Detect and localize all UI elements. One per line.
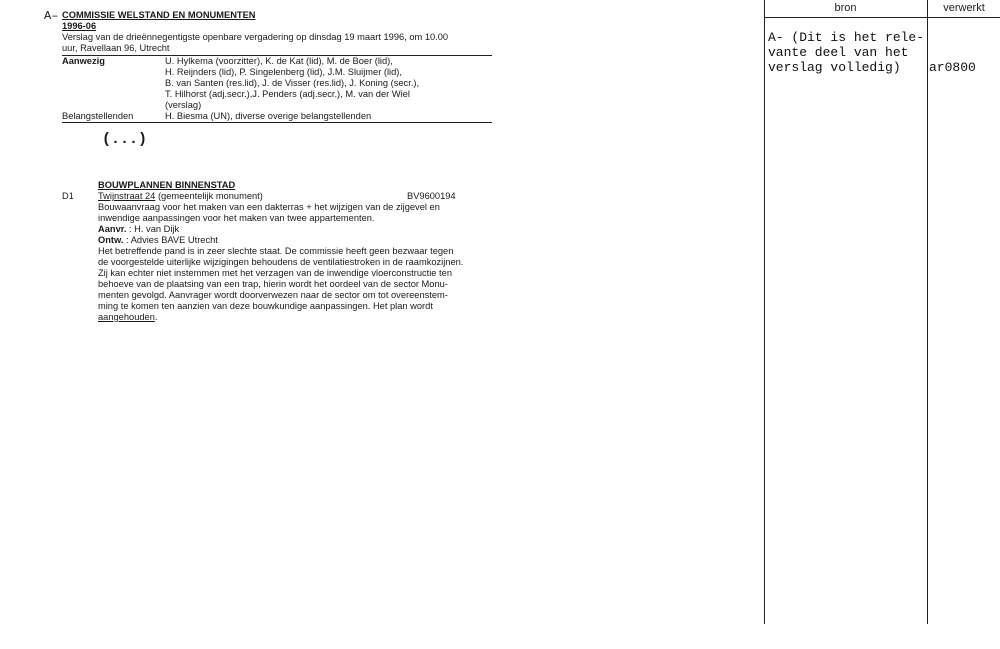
item-number: D1 [62, 191, 74, 201]
source-note-line: A- (Dit is het rele- [768, 30, 925, 45]
item-address-line [98, 191, 263, 202]
column-header-processed: verwerkt [943, 2, 985, 14]
verdict: aangehouden [98, 312, 155, 322]
request-line: Bouwaanvraag voor het maken van een dakterras + het wijzigen van de zijgevel en [98, 202, 440, 212]
omission-ellipsis: (...) [102, 131, 148, 148]
present-line: H. Reijnders (lid), P. Singelenberg (lid), J.M. Sluijmer (lid), [165, 67, 402, 77]
body-line: Het betreffende pand is in zeer slechte staat. De commissie heeft geen bezwaar tegen [98, 246, 454, 256]
column-divider-right [927, 0, 928, 624]
body-line: Zij kan echter niet instemmen met het verzagen van de inwendige vloerconstructie ten [98, 268, 452, 278]
meeting-number: 1996-06 [62, 21, 97, 31]
body-line: de voorgestelde uiterlijke wijzigingen behoudens de ventilatiestroken in de raamkozijnen. [98, 257, 464, 267]
body-line: ming te komen ten aanzien van deze bouwkundige aanpassingen. Het plan wordt [98, 301, 433, 311]
meeting-description-line-2: uur, Ravellaan 96, Utrecht [62, 43, 170, 53]
column-header-source: bron [834, 2, 857, 14]
present-line: (verslag) [165, 100, 202, 110]
case-number: BV9600194 [407, 191, 456, 201]
present-line: U. Hylkema (voorzitter), K. de Kat (lid), M. de Boer (lid), [165, 56, 393, 66]
interested-value: H. Biesma (UN), diverse overige belangstellenden [165, 111, 372, 121]
verdict-end: . [154, 312, 158, 322]
designer-value: : Advies BAVE Utrecht [123, 235, 218, 245]
column-header-rule [764, 17, 1000, 18]
source-note-line: vante deel van het [768, 45, 909, 60]
column-divider-left [764, 0, 765, 624]
designer-line [98, 235, 218, 246]
applicant-label: Aanvr. [98, 224, 127, 234]
item-address-note: (gemeentelijk monument) [155, 191, 263, 201]
applicant-value: : H. van Dijk [126, 224, 180, 234]
section-title: BOUWPLANNEN BINNENSTAD [98, 180, 236, 190]
meeting-description-line-1: Verslag van de drieënnegentigste openbare vergadering op dinsdag 19 maart 1996, om 10.00 [62, 32, 449, 42]
interested-label: Belangstellenden [62, 111, 134, 121]
body-line: menten gevolgd. Aanvrager wordt doorverwezen naar de sector om tot overeenstem- [98, 290, 448, 300]
commission-title: COMMISSIE WELSTAND EN MONUMENTEN [62, 10, 256, 20]
applicant-line [98, 224, 179, 235]
request-line: inwendige aanpassingen voor het maken van twee appartementen. [98, 213, 375, 223]
verdict-line [98, 312, 157, 323]
processed-code: ar0800 [929, 60, 976, 75]
body-line: behoeve van de plaatsing van een trap, hierin wordt het oordeel van de sector Monu- [98, 279, 448, 289]
item-address: Twijnstraat 24 [98, 191, 156, 201]
present-line: B. van Santen (res.lid), J. de Visser (res.lid), J. Koning (secr.), [165, 78, 420, 88]
source-marker: A– [44, 9, 59, 23]
present-label: Aanwezig [62, 56, 105, 66]
designer-label: Ontw. [98, 235, 124, 245]
present-line: T. Hilhorst (adj.secr.),J. Penders (adj.secr.), M. van der Wiel [165, 89, 410, 99]
source-note-line: verslag volledig) [768, 60, 901, 75]
divider-bottom [62, 122, 492, 123]
